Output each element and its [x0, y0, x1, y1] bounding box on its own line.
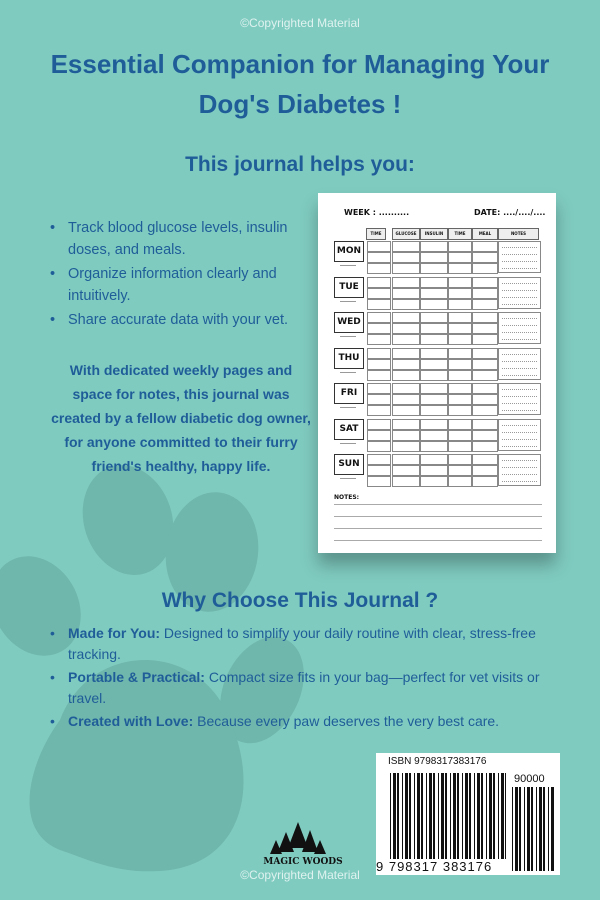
journal-day-label: FRI	[334, 383, 364, 404]
journal-cell	[420, 348, 448, 359]
journal-cell	[367, 476, 391, 487]
journal-day-block	[334, 383, 541, 416]
journal-cell	[420, 394, 448, 405]
journal-cell	[420, 441, 448, 452]
journal-cell	[392, 359, 420, 370]
barcode-bar	[489, 773, 492, 859]
journal-cell	[392, 263, 420, 274]
journal-cell	[367, 323, 391, 334]
journal-cell	[392, 312, 420, 323]
barcode-bar	[397, 773, 399, 859]
barcode-bar	[531, 787, 533, 871]
barcode-bar	[417, 773, 420, 859]
journal-cell	[472, 241, 498, 252]
journal-cell	[472, 476, 498, 487]
journal-notes-box	[498, 241, 541, 273]
barcode-bar	[390, 773, 391, 859]
journal-cell	[420, 277, 448, 288]
journal-cell	[448, 288, 472, 299]
barcode-bar	[393, 773, 396, 859]
journal-cell	[367, 299, 391, 310]
notes-box-line	[502, 439, 537, 440]
journal-cell	[392, 334, 420, 345]
notes-box-line	[502, 389, 537, 390]
barcode-bar	[402, 773, 403, 859]
journal-day-block	[334, 454, 541, 487]
journal-cell	[472, 323, 498, 334]
journal-cell	[392, 323, 420, 334]
journal-cell	[420, 252, 448, 263]
column-header: MEAL	[472, 228, 498, 240]
why-item	[48, 711, 568, 732]
notes-line	[334, 504, 542, 505]
journal-cell	[448, 419, 472, 430]
journal-cell	[448, 241, 472, 252]
notes-box-line	[502, 247, 537, 248]
column-header: TIME	[448, 228, 472, 240]
notes-box-line	[502, 318, 537, 319]
journal-cell	[472, 348, 498, 359]
notes-box-line	[502, 361, 537, 362]
barcode-bar	[438, 773, 439, 859]
barcode-bar	[527, 787, 530, 871]
barcode-bar	[421, 773, 423, 859]
journal-cell	[472, 441, 498, 452]
why-item	[48, 623, 568, 665]
barcode-bar	[433, 773, 435, 859]
journal-day-block	[334, 348, 541, 381]
journal-cell	[367, 312, 391, 323]
barcode-bar	[457, 773, 459, 859]
journal-day-label: MON	[334, 241, 364, 262]
notes-box-line	[502, 304, 537, 305]
journal-cell	[367, 405, 391, 416]
notes-box-line	[502, 446, 537, 447]
journal-cell	[367, 359, 391, 370]
journal-cell	[448, 441, 472, 452]
journal-cell	[420, 263, 448, 274]
notes-box-line	[502, 339, 537, 340]
journal-notes-box	[498, 348, 541, 380]
notes-box-line	[502, 375, 537, 376]
journal-cell	[367, 419, 391, 430]
day-underline	[340, 265, 356, 266]
journal-cell	[367, 441, 391, 452]
journal-cell	[392, 241, 420, 252]
why-item-title: Made for You:	[68, 625, 161, 641]
notes-box-line	[502, 297, 537, 298]
journal-notes-box	[498, 277, 541, 309]
addon-barcode-icon	[512, 787, 554, 871]
barcode-bar	[486, 773, 487, 859]
journal-cell	[448, 252, 472, 263]
column-header: TIME	[366, 228, 386, 240]
journal-cell	[472, 359, 498, 370]
notes-box-line	[502, 432, 537, 433]
title-line-2: Dog's Diabetes !	[198, 89, 402, 119]
page-title	[20, 44, 580, 124]
journal-cell	[420, 288, 448, 299]
journal-cell	[420, 299, 448, 310]
journal-cell	[448, 430, 472, 441]
logo-text: MAGIC WOODS	[263, 857, 343, 867]
isbn-digits: 9 798317 383176	[376, 859, 493, 874]
journal-cell	[448, 299, 472, 310]
column-header: NOTES	[498, 228, 539, 240]
journal-cell	[392, 299, 420, 310]
journal-cell	[392, 277, 420, 288]
journal-cell	[472, 312, 498, 323]
isbn-label: ISBN 9798317383176	[388, 756, 487, 767]
journal-cell	[367, 277, 391, 288]
journal-cell	[392, 465, 420, 476]
journal-cell	[472, 394, 498, 405]
barcode-bar	[414, 773, 415, 859]
barcode-bar	[519, 787, 521, 871]
barcode-bar	[515, 787, 518, 871]
notes-box-line	[502, 410, 537, 411]
description-paragraph: With dedicated weekly pages and space for notes, this journal was created by a fellow diabetic dog owner, for anyone committed to their furry friend's healthy, happy life.	[51, 362, 311, 474]
barcode-bar	[539, 787, 542, 871]
journal-day-block	[334, 312, 541, 345]
why-heading: Why Choose This Journal ?	[161, 589, 439, 612]
journal-cell	[420, 405, 448, 416]
notes-box-line	[502, 354, 537, 355]
barcode-bar	[462, 773, 463, 859]
barcode-bar	[474, 773, 475, 859]
barcode-bar	[445, 773, 447, 859]
journal-cell	[392, 370, 420, 381]
barcode-icon	[390, 773, 506, 859]
barcode-bar	[548, 787, 549, 871]
barcode-bar	[481, 773, 483, 859]
journal-cell	[472, 405, 498, 416]
barcode-bar	[409, 773, 411, 859]
journal-cell	[448, 394, 472, 405]
journal-cell	[420, 476, 448, 487]
barcode-bar	[426, 773, 427, 859]
barcode-bar	[477, 773, 480, 859]
why-item-text: Because every paw deserves the very best care.	[193, 713, 500, 729]
journal-notes-label: NOTES:	[334, 494, 360, 501]
journal-cell	[392, 252, 420, 263]
journal-week-label: WEEK : ..........	[344, 208, 410, 217]
journal-cell	[448, 348, 472, 359]
why-list	[48, 623, 568, 734]
journal-notes-box	[498, 383, 541, 415]
journal-day-block	[334, 277, 541, 310]
why-item-title: Portable & Practical:	[68, 669, 205, 685]
day-underline	[340, 478, 356, 479]
notes-line	[334, 540, 542, 541]
helps-heading: This journal helps you:	[185, 153, 415, 176]
notes-box-line	[502, 474, 537, 475]
why-item-title: Created with Love:	[68, 713, 194, 729]
journal-cell	[367, 348, 391, 359]
journal-notes-box	[498, 419, 541, 451]
barcode-bar	[405, 773, 408, 859]
day-underline	[340, 336, 356, 337]
journal-cell	[420, 419, 448, 430]
journal-cell	[420, 430, 448, 441]
notes-box-line	[502, 268, 537, 269]
journal-date-label: DATE: ..../..../....	[474, 208, 546, 217]
barcode-bar	[501, 773, 504, 859]
notes-line	[334, 516, 542, 517]
barcode-bar	[536, 787, 537, 871]
column-header: INSULIN	[420, 228, 448, 240]
journal-cell	[472, 277, 498, 288]
why-item-text: Compact size fits in your bag—perfect for vet visits or travel.	[68, 669, 540, 706]
barcode-bar	[493, 773, 495, 859]
journal-day-label: TUE	[334, 277, 364, 298]
journal-cell	[420, 334, 448, 345]
journal-cell	[472, 383, 498, 394]
journal-cell	[367, 263, 391, 274]
journal-cell	[392, 288, 420, 299]
journal-cell	[472, 430, 498, 441]
journal-cell	[367, 370, 391, 381]
journal-day-label: WED	[334, 312, 364, 333]
day-underline	[340, 372, 356, 373]
barcode-bar	[551, 787, 554, 871]
journal-cell	[392, 454, 420, 465]
notes-box-line	[502, 283, 537, 284]
journal-notes-box	[498, 312, 541, 344]
journal-cell	[448, 476, 472, 487]
journal-cell	[367, 465, 391, 476]
journal-cell	[367, 334, 391, 345]
day-underline	[340, 301, 356, 302]
barcode-bar	[465, 773, 468, 859]
journal-cell	[448, 370, 472, 381]
journal-cell	[420, 454, 448, 465]
journal-cell	[392, 348, 420, 359]
journal-cell	[448, 277, 472, 288]
journal-cell	[420, 370, 448, 381]
journal-day-label: SUN	[334, 454, 364, 475]
helps-item: • Share accurate data with your vet.	[48, 310, 313, 332]
journal-cell	[420, 383, 448, 394]
journal-cell	[392, 430, 420, 441]
journal-day-label: THU	[334, 348, 364, 369]
journal-cell	[472, 419, 498, 430]
journal-cell	[472, 252, 498, 263]
helps-item: • Organize information clearly and intuitively.	[48, 264, 313, 307]
barcode-bar	[498, 773, 499, 859]
notes-box-line	[502, 325, 537, 326]
helps-list	[48, 218, 313, 335]
notes-box-line	[502, 481, 537, 482]
journal-cell	[472, 299, 498, 310]
title-line-1: Essential Companion for Managing Your	[50, 49, 550, 79]
journal-cell	[367, 383, 391, 394]
journal-notes-box	[498, 454, 541, 486]
journal-day-label: SAT	[334, 419, 364, 440]
journal-cell	[392, 394, 420, 405]
journal-cell	[392, 405, 420, 416]
day-underline	[340, 443, 356, 444]
barcode-bar	[512, 787, 513, 871]
why-item-text: Designed to simplify your daily routine with clear, stress-free tracking.	[68, 625, 536, 662]
barcode-bar	[524, 787, 525, 871]
isbn-addon-number: 90000	[514, 773, 545, 785]
journal-cell	[448, 405, 472, 416]
journal-cell	[472, 334, 498, 345]
journal-cell	[392, 441, 420, 452]
journal-cell	[367, 394, 391, 405]
journal-cell	[448, 454, 472, 465]
isbn-barcode-box	[376, 753, 560, 875]
barcode-bar	[429, 773, 432, 859]
notes-box-line	[502, 396, 537, 397]
magic-woods-logo	[258, 818, 348, 868]
journal-cell	[472, 370, 498, 381]
journal-page-preview	[318, 193, 556, 553]
journal-cell	[367, 252, 391, 263]
barcode-bar	[469, 773, 471, 859]
barcode-bar	[441, 773, 444, 859]
journal-cell	[420, 312, 448, 323]
notes-box-line	[502, 425, 537, 426]
notes-box-line	[502, 467, 537, 468]
journal-cell	[392, 419, 420, 430]
journal-cell	[448, 359, 472, 370]
journal-cell	[448, 323, 472, 334]
journal-cell	[420, 323, 448, 334]
notes-box-line	[502, 254, 537, 255]
column-header: GLUCOSE	[392, 228, 420, 240]
journal-day-block	[334, 419, 541, 452]
journal-cell	[448, 263, 472, 274]
journal-cell	[367, 430, 391, 441]
copyright-watermark-top: ©Copyrighted Material	[240, 16, 360, 30]
journal-cell	[367, 454, 391, 465]
journal-cell	[472, 454, 498, 465]
journal-cell	[472, 288, 498, 299]
notes-box-line	[502, 368, 537, 369]
journal-cell	[448, 383, 472, 394]
journal-cell	[448, 312, 472, 323]
journal-cell	[392, 476, 420, 487]
journal-cell	[420, 359, 448, 370]
journal-cell	[472, 263, 498, 274]
notes-box-line	[502, 261, 537, 262]
copyright-watermark-bottom: ©Copyrighted Material	[240, 868, 360, 882]
notes-line	[334, 528, 542, 529]
notes-box-line	[502, 290, 537, 291]
journal-cell	[448, 465, 472, 476]
barcode-bar	[450, 773, 451, 859]
journal-cell	[420, 241, 448, 252]
journal-cell	[367, 288, 391, 299]
journal-cell	[392, 383, 420, 394]
barcode-bar	[543, 787, 545, 871]
notes-box-line	[502, 403, 537, 404]
notes-box-line	[502, 460, 537, 461]
barcode-bar	[453, 773, 456, 859]
notes-box-line	[502, 332, 537, 333]
helps-item: • Track blood glucose levels, insulin doses, and meals.	[48, 218, 313, 261]
why-item	[48, 667, 568, 709]
journal-cell	[472, 465, 498, 476]
journal-day-block	[334, 241, 541, 274]
journal-cell	[420, 465, 448, 476]
journal-cell	[448, 334, 472, 345]
barcode-bar	[505, 773, 506, 859]
tree-logo-icon	[258, 818, 348, 868]
journal-cell	[367, 241, 391, 252]
day-underline	[340, 407, 356, 408]
